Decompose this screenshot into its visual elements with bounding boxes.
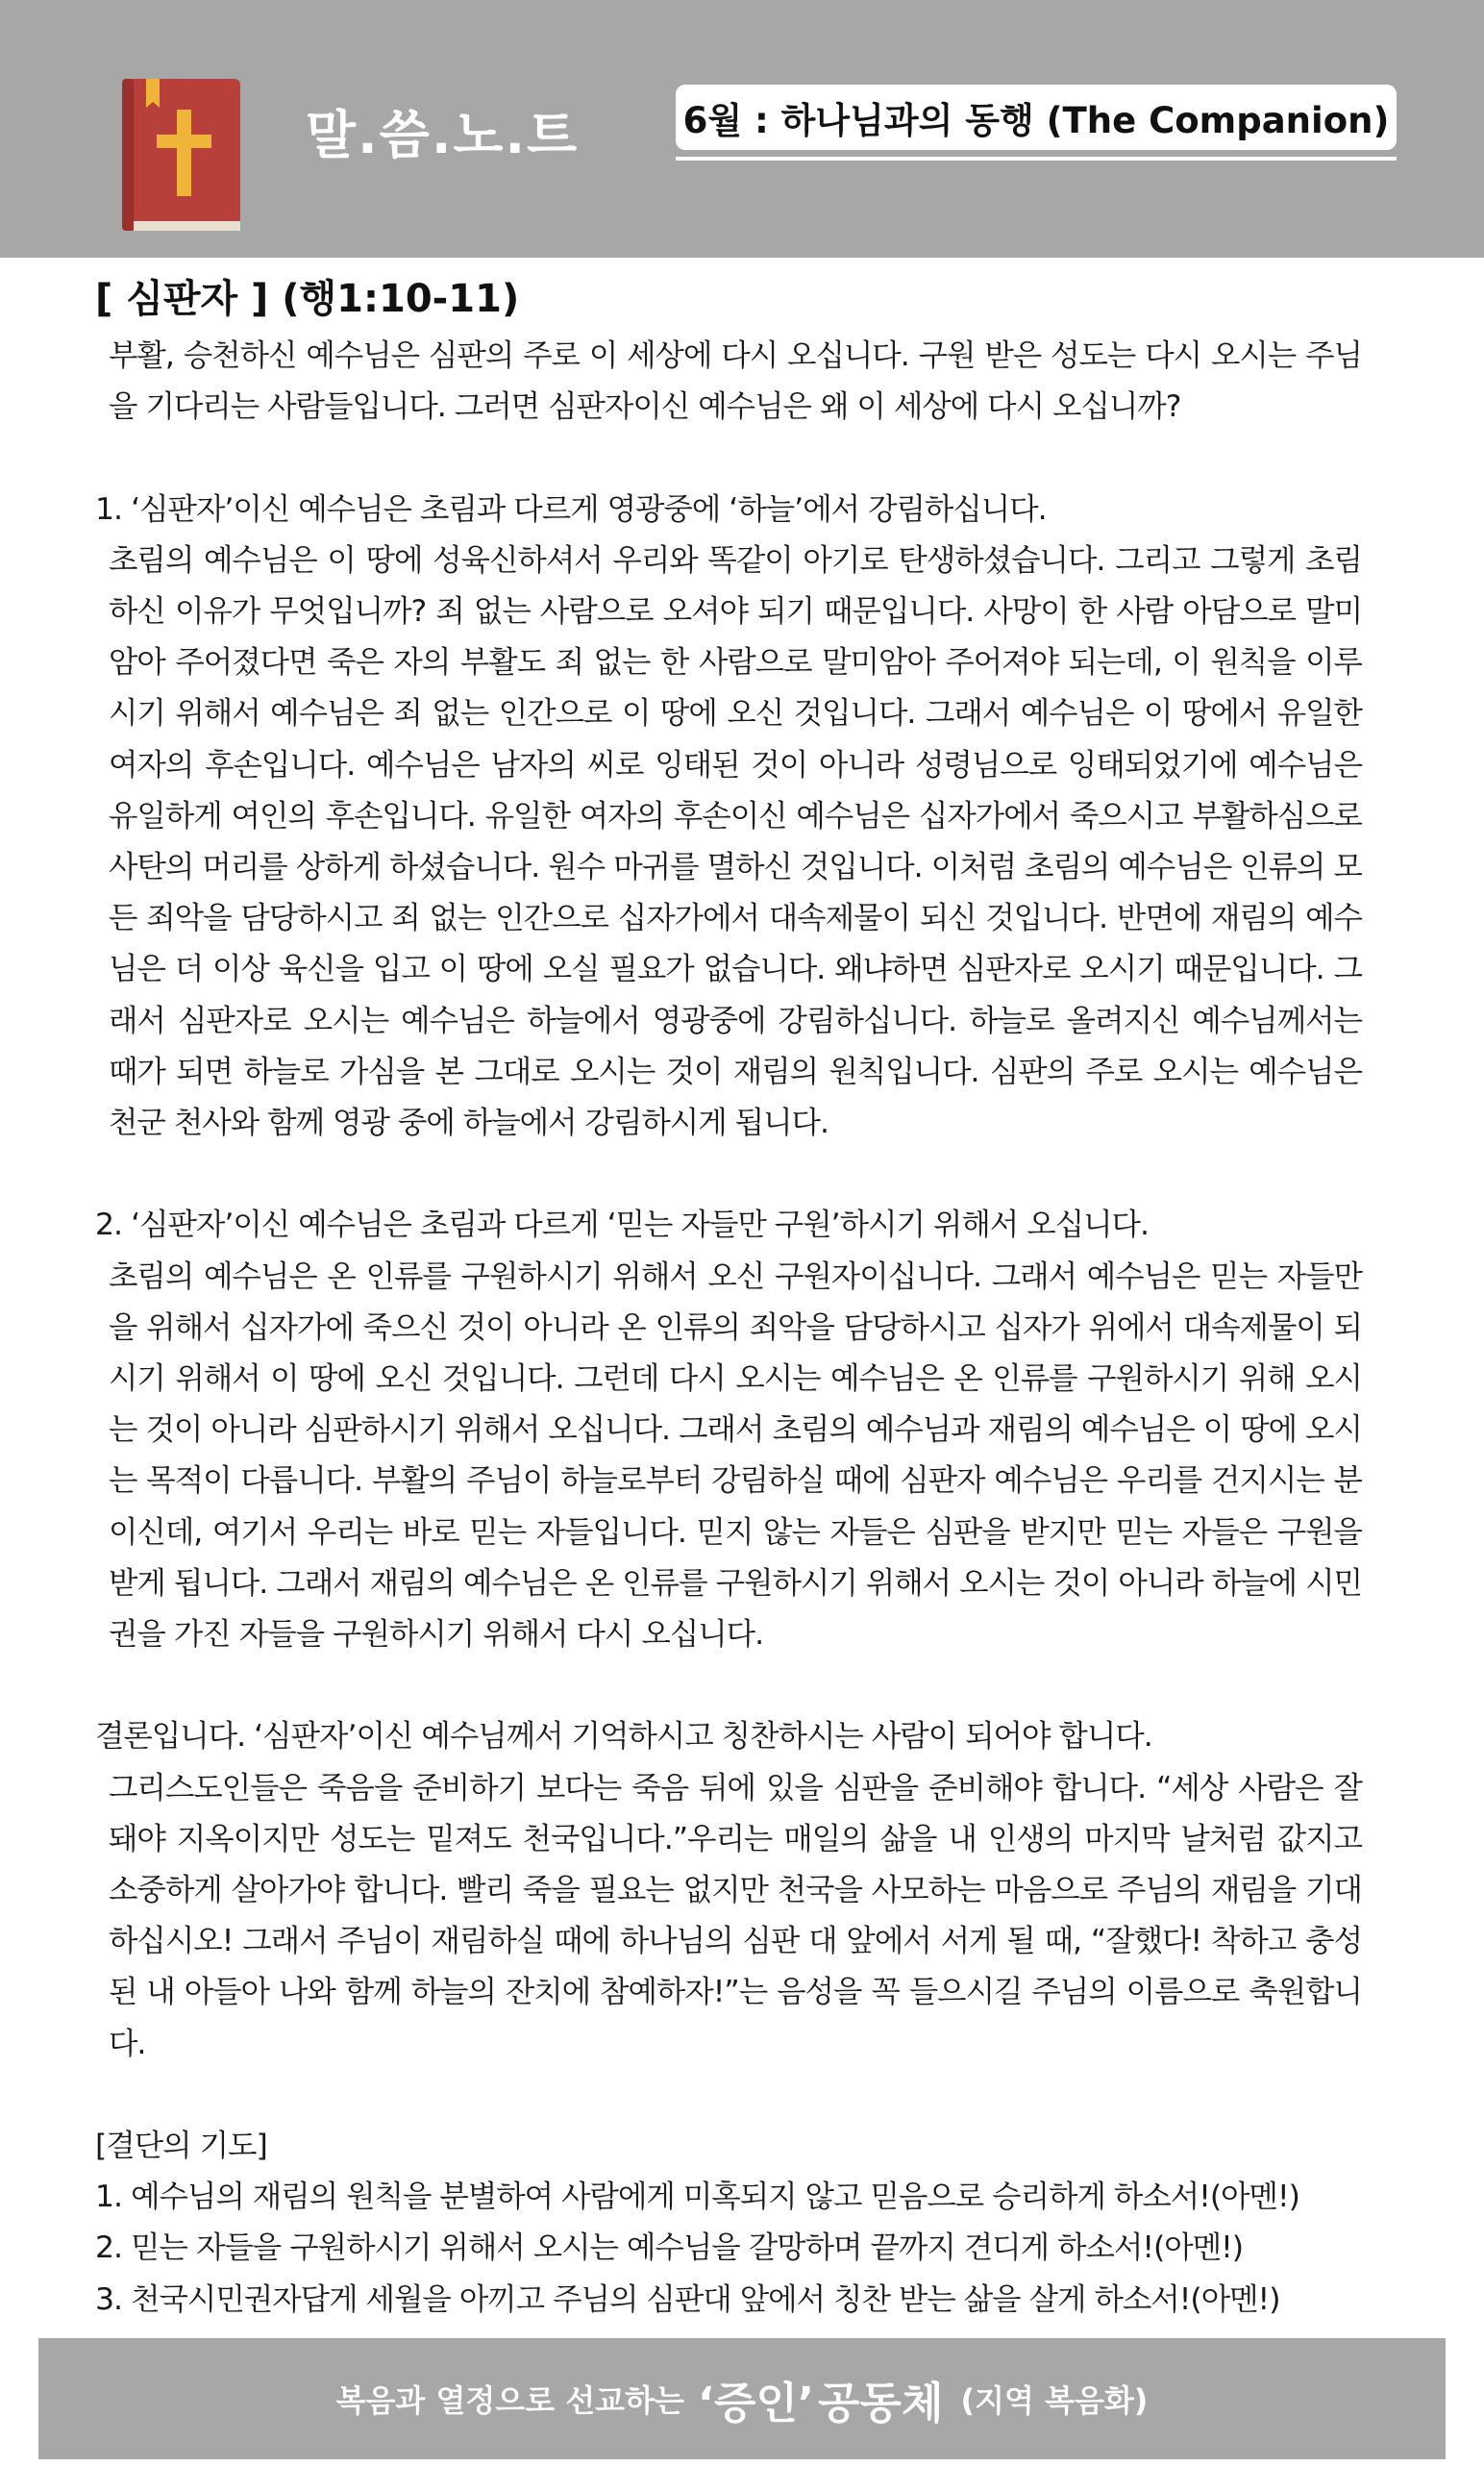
conclusion-heading: 결론입니다. ‘심판자’이신 예수님께서 기억하시고 칭찬하시는 사람이 되어야 합니다. <box>95 1719 1152 1755</box>
point1-body: 초림의 예수님은 이 땅에 성육신하셔서 우리와 똑같이 아기로 탄생하셨습니다. 그리고 그렇게 초림하신 이유가 무엇입니까? 죄 없는 사람으로 오셔야 되기 때문입니다. 사망이 한 사람 아담으로 말미암아 주어졌다면 죽은 자의 부활도 죄 없는 한 사람으로 말미암아 주어져야 되는데, 이 원칙을 이루시기 위해서 예수님은 죄 없는 인간으로 이 땅에 오신 것입니다. 그래서 예수님은 이 땅에서 유일한 여자의 후손입니다. 예수님은 남자의 씨로 잉태된 것이 아니라 성령님으로 잉태되었기에 예수님은 유일하게 여인의 후손입니다. 유일한 여자의 후손이신 예수님은 십자가에서 죽으시고 부활하심으로 사탄의 머리를 상하게 하셨습니다. 원수 마귀를 멸하신 것입니다. 이처럼 초림의 예수님은 인류의 모든 죄악을 담당하시고 죄 없는 인간으로 십자가에서 대속제물이 되신 것입니다. 반면에 재림의 예수님은 더 이상 육신을 입고 이 땅에 오실 필요가 없습니다. 왜냐하면 심판자로 오시기 때문입니다. 그래서 심판자로 오시는 예수님은 하늘에서 영광중에 강림하십니다. 하늘로 올려지신 예수님께서는 때가 되면 하늘로 가심을 본 그대로 오시는 것이 재림의 원칙입니다. 심판의 주로 오시는 예수님은 천군 천사와 함께 영광 중에 하늘에서 강림하시게 됩니다. <box>109 542 1362 1141</box>
intro-paragraph: 부활, 승천하신 예수님은 심판의 주로 이 세상에 다시 오십니다. 구원 받은 성도는 다시 오시는 주님을 기다리는 사람들입니다. 그러면 심판자이신 예수님은 왜 이 세상에 다시 오십니까? <box>109 338 1362 425</box>
series-underline <box>676 157 1397 161</box>
header-bar <box>0 0 1484 258</box>
prayer-item: 1. 예수님의 재림의 원칙을 분별하여 사람에게 미혹되지 않고 믿음으로 승리하게 하소서!(아멘!) <box>95 2180 1299 2215</box>
prayer-item: 3. 천국시민권자답게 세월을 아끼고 주님의 심판대 앞에서 칭찬 받는 삶을 살게 하소서!(아멘!) <box>95 2281 1280 2317</box>
footer-prefix: 복음과 열정으로 선교하는 <box>335 2382 684 2419</box>
footer-name: 공동체 <box>818 2377 944 2429</box>
footer-highlight: ‘증인’ <box>697 2377 815 2429</box>
series-title: 6월 : 하나님과의 동행 (The Companion) <box>676 85 1397 150</box>
prayer-item: 2. 믿는 자들을 구원하시기 위해서 오시는 예수님을 갈망하며 끝까지 견디게 하소서!(아멘!) <box>95 2230 1244 2266</box>
sermon-title: [ 심판자 ] (행1:10-11) <box>95 277 520 321</box>
conclusion-body: 그리스도인들은 죽음을 준비하기 보다는 죽음 뒤에 있을 심판을 준비해야 합니다. “세상 사람은 잘 돼야 지옥이지만 성도는 밑져도 천국입니다.”우리는 매일의 삶을 내 인생의 마지막 날처럼 값지고 소중하게 살아가야 합니다. 빨리 죽을 필요는 없지만 천국을 사모하는 마음으로 주님의 재림을 기대하십시오! 그래서 주님이 재림하실 때에 하나님의 심판 대 앞에서 서게 될 때, “잘했다! 착하고 충성된 내 아들아 나와 함께 하늘의 잔치에 참예하자!”는 음성을 꼭 들으시길 주님의 이름으로 축원합니다. <box>109 1770 1362 2061</box>
footer-banner <box>38 2338 1446 2459</box>
footer-suffix: (지역 복음화) <box>960 2382 1149 2419</box>
point2-body: 초림의 예수님은 온 인류를 구원하시기 위해서 오신 구원자이십니다. 그래서 예수님은 믿는 자들만을 위해서 십자가에 죽으신 것이 아니라 온 인류의 죄악을 담당하시고 십자가 위에서 대속제물이 되시기 위해서 이 땅에 오신 것입니다. 그런데 다시 오시는 예수님은 온 인류를 구원하시기 위해 오시는 것이 아니라 심판하시기 위해서 오십니다. 그래서 초림의 예수님과 재림의 예수님은 이 땅에 오시는 목적이 다릅니다. 부활의 주님이 하늘로부터 강림하실 때에 심판자 예수님은 우리를 건지시는 분이신데, 여기서 우리는 바로 믿는 자들입니다. 믿지 않는 자들은 심판을 받지만 믿는 자들은 구원을 받게 됩니다. 그래서 재림의 예수님은 온 인류를 구원하시기 위해서 오시는 것이 아니라 하늘에 시민권을 가진 자들을 구원하시기 위해서 다시 오십니다. <box>109 1258 1362 1653</box>
point2-heading: 2. ‘심판자’이신 예수님은 초림과 다르게 ‘믿는 자들만 구원’하시기 위해서 오십니다. <box>95 1208 1149 1243</box>
bible-cross-icon <box>122 79 240 231</box>
prayer-heading: [결단의 기도] <box>95 2129 267 2164</box>
sermon-content <box>95 267 1362 2326</box>
point1-heading: 1. ‘심판자’이신 예수님은 초림과 다르게 영광중에 ‘하늘’에서 강림하십니다. <box>95 491 1047 527</box>
logo-text: 말.씀.노.트 <box>306 105 580 165</box>
